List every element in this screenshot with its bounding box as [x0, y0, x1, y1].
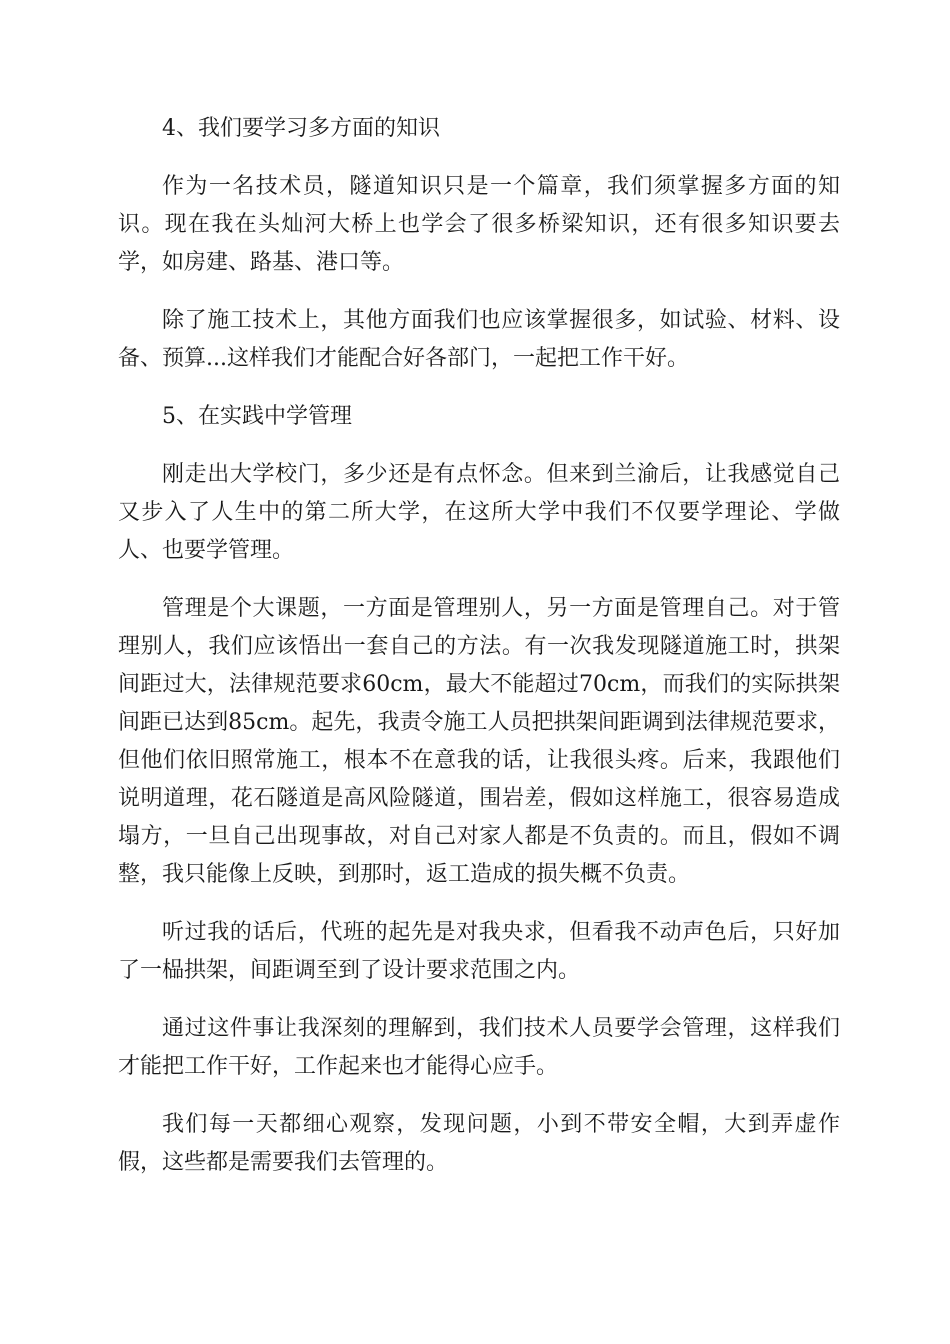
paragraph-knowledge-intro: 作为一名技术员，隧道知识只是一个篇章，我们须掌握多方面的知识。现在我在头灿河大桥上也学会了很多桥梁知识，还有很多知识要去学，如房建、路基、港口等。 — [118, 174, 840, 275]
paragraph-university: 刚走出大学校门，多少还是有点怀念。但来到兰渝后，让我感觉自己又步入了人生中的第二所大学，在这所大学中我们不仅要学理论、学做人、也要学管理。 — [118, 462, 840, 563]
paragraph-lesson: 通过这件事让我深刻的理解到，我们技术人员要学会管理，这样我们才能把工作干好，工作起来也才能得心应手。 — [118, 1016, 840, 1079]
section-heading-5: 5、在实践中学管理 — [162, 404, 352, 429]
section-heading-4: 4、我们要学习多方面的知识 — [162, 116, 440, 141]
paragraph-daily-observation: 我们每一天都细心观察，发现问题，小到不带安全帽，大到弄虚作假，这些都是需要我们去管理的。 — [118, 1112, 840, 1175]
paragraph-management: 管理是个大课题，一方面是管理别人，另一方面是管理自己。对于管理别人，我们应该悟出一套自己的方法。有一次我发现隧道施工时，拱架间距过大，法律规范要求60cm，最大不能超过70cm，而我们的实际拱架间距已达到85cm。起先，我责令施工人员把拱架间距调到法律规范要求，但他们依旧照常施工，根本不在意我的话，让我很头疼。后来，我跟他们说明道理，花石隧道是高风险隧道，围岩差，假如这样施工，很容易造成塌方，一旦自己出现事故，对自己对家人都是不负责的。而且，假如不调整，我只能像上反映，到那时，返工造成的损失概不负责。 — [118, 596, 840, 887]
document-body — [118, 110, 840, 1202]
paragraph-after-talk: 听过我的话后，代班的起先是对我央求，但看我不动声色后，只好加了一榀拱架，间距调至到了设计要求范围之内。 — [118, 920, 840, 983]
paragraph-other-aspects: 除了施工技术上，其他方面我们也应该掌握很多，如试验、材料、设备、预算...这样我们才能配合好各部门，一起把工作干好。 — [118, 308, 840, 371]
